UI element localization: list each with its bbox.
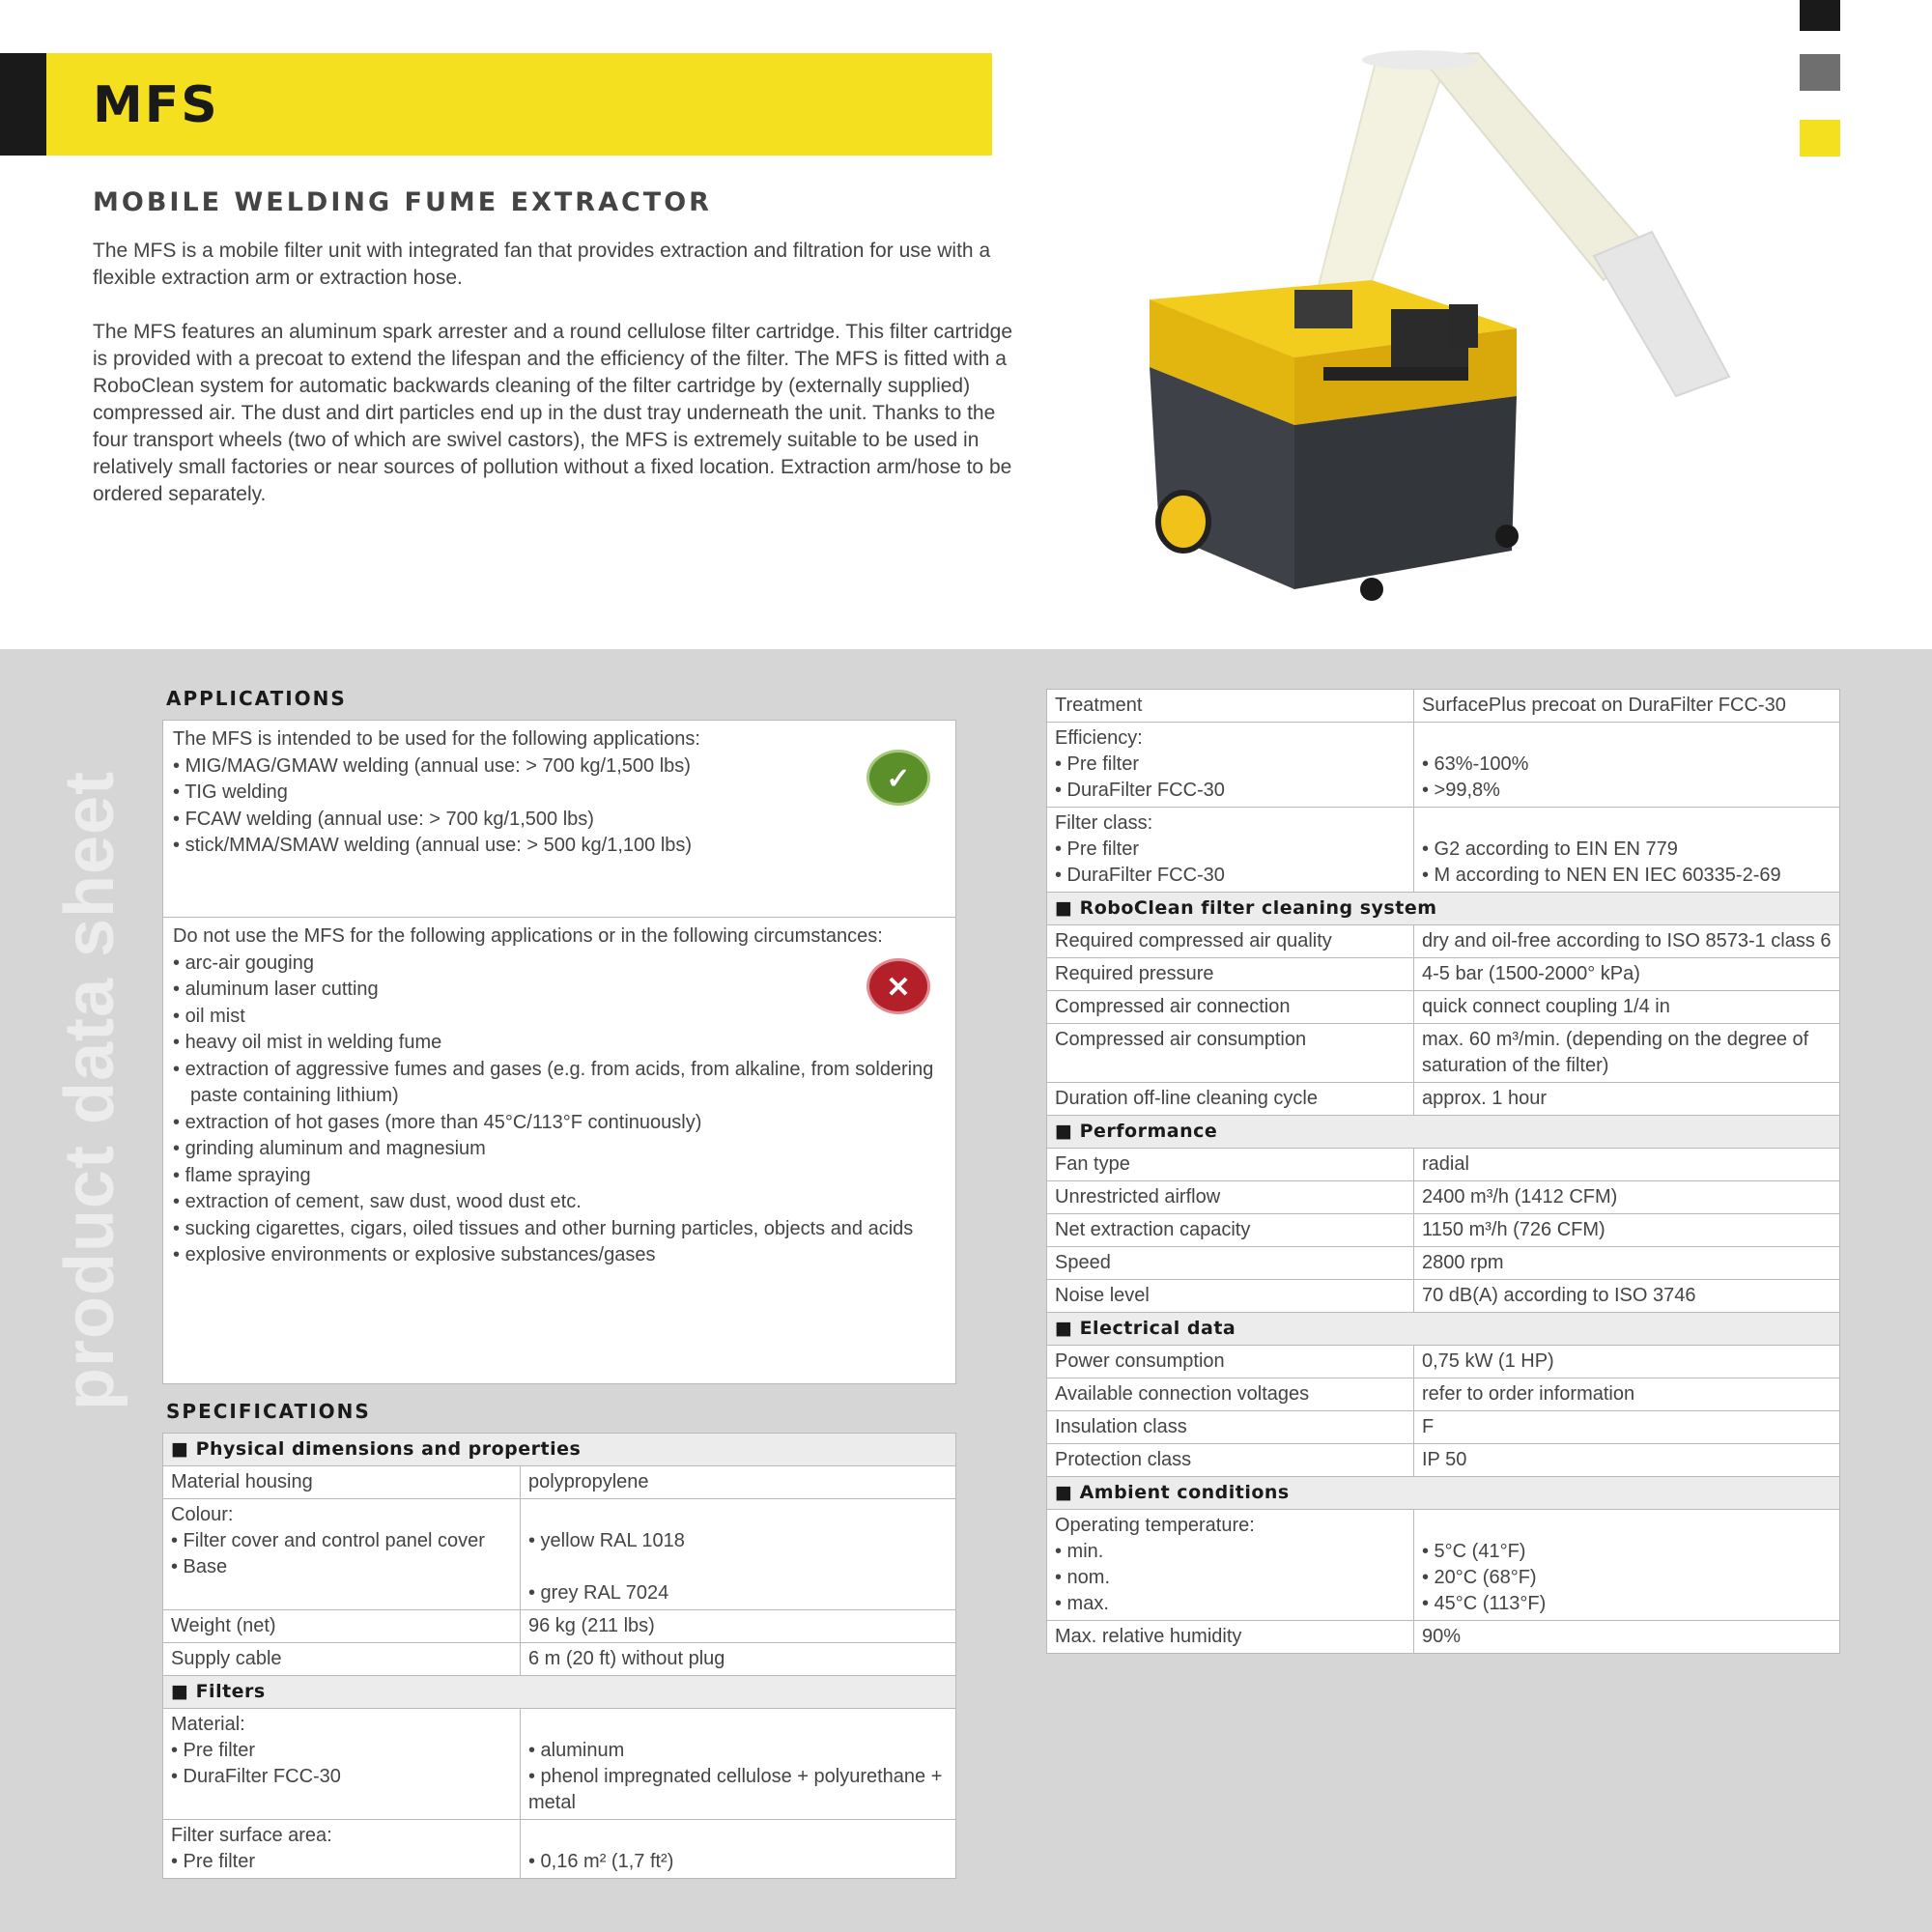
spec-label: Colour: • Filter cover and control panel cover • Base <box>163 1499 521 1610</box>
cross-icon: ✕ <box>867 958 930 1014</box>
spec-label: Fan type <box>1047 1149 1414 1181</box>
page-title: MFS <box>93 76 219 134</box>
header-section <box>0 0 1932 649</box>
spec-label: Unrestricted airflow <box>1047 1181 1414 1214</box>
table-row <box>1047 1247 1840 1280</box>
spec-value: 90% <box>1414 1621 1840 1654</box>
list-item: • extraction of aggressive fumes and gases (e.g. from acids, from alkaline, from soldering paste containing lithium) <box>173 1057 946 1110</box>
table-row <box>163 1610 956 1643</box>
table-row <box>1047 958 1840 991</box>
intro-paragraph: The MFS features an aluminum spark arrester and a round cellulose filter cartridge. This filter cartridge is provided with a precoat to extend the lifespan and the efficiency of the filter. The MFS is fitted with a RoboClean system for automatic backwards cleaning of the filter cartridge by (externally supplied) compressed air. The dust and dirt particles end up in the dust tray underneath the unit. Thanks to the four transport wheels (two of which are swivel castors), the MFS is extremely suitable to be used in relatively small factories or near sources of pollution without a fixed location. Extraction arm/hose to be ordered separately. <box>93 321 1013 505</box>
table-row <box>1047 1621 1840 1654</box>
table-row <box>1047 1181 1840 1214</box>
list-item: • FCAW welding (annual use: > 700 kg/1,500 lbs) <box>173 807 946 834</box>
spec-value: 96 kg (211 lbs) <box>521 1610 956 1643</box>
page-subtitle: MOBILE WELDING FUME EXTRACTOR <box>93 187 712 217</box>
spec-value: quick connect coupling 1/4 in <box>1414 991 1840 1024</box>
spec-label: Material: • Pre filter • DuraFilter FCC-30 <box>163 1709 521 1820</box>
table-row <box>1047 1378 1840 1411</box>
color-swatch-yellow <box>1800 120 1840 156</box>
spec-value: 4-5 bar (1500-2000° kPa) <box>1414 958 1840 991</box>
spec-label: Max. relative humidity <box>1047 1621 1414 1654</box>
list-item: • flame spraying <box>173 1163 946 1190</box>
unsuitable-applications <box>163 918 955 1273</box>
spec-group-heading: ■ Filters <box>163 1676 956 1709</box>
title-band <box>0 53 992 156</box>
table-row <box>1047 690 1840 723</box>
spec-value: 2800 rpm <box>1414 1247 1840 1280</box>
spec-label: Required pressure <box>1047 958 1414 991</box>
list-item: • explosive environments or explosive substances/gases <box>173 1242 946 1269</box>
spec-value: 70 dB(A) according to ISO 3746 <box>1414 1280 1840 1313</box>
list-item: • extraction of cement, saw dust, wood dust etc. <box>173 1189 946 1216</box>
table-row <box>1047 1444 1840 1477</box>
spec-group-heading: ■ Electrical data <box>1047 1313 1840 1346</box>
spec-value: SurfacePlus precoat on DuraFilter FCC-30 <box>1414 690 1840 723</box>
spec-label: Noise level <box>1047 1280 1414 1313</box>
list-item: • oil mist <box>173 1004 946 1031</box>
specifications-table-left <box>162 1433 956 1879</box>
product-image <box>1130 48 1787 609</box>
spec-label: Compressed air consumption <box>1047 1024 1414 1083</box>
suitable-list <box>173 753 946 860</box>
spec-label: Required compressed air quality <box>1047 925 1414 958</box>
table-row <box>1047 808 1840 893</box>
spec-value: • yellow RAL 1018 • grey RAL 7024 <box>521 1499 956 1610</box>
spec-value: max. 60 m³/min. (depending on the degree of saturation of the filter) <box>1414 1024 1840 1083</box>
title-black-tab <box>0 53 46 156</box>
list-item: • sucking cigarettes, cigars, oiled tissues and other burning particles, objects and acids <box>173 1216 946 1243</box>
intro-paragraph: The MFS is a mobile filter unit with integrated fan that provides extraction and filtration for use with a flexible extraction arm or extraction hose. <box>93 240 991 289</box>
spec-value: • 63%-100% • >99,8% <box>1414 723 1840 808</box>
applications-box <box>162 720 956 1384</box>
spec-label: Insulation class <box>1047 1411 1414 1444</box>
table-row <box>1047 1313 1840 1346</box>
table-row <box>1047 1116 1840 1149</box>
table-row <box>1047 1510 1840 1621</box>
applications-heading: APPLICATIONS <box>166 687 347 710</box>
table-row <box>1047 1477 1840 1510</box>
spec-label: Supply cable <box>163 1643 521 1676</box>
list-item: • arc-air gouging <box>173 951 946 978</box>
product-data-sheet-label: product data sheet <box>51 770 128 1410</box>
spec-value: F <box>1414 1411 1840 1444</box>
unsuitable-list <box>173 951 946 1269</box>
color-swatch-black <box>1800 0 1840 31</box>
spec-value: approx. 1 hour <box>1414 1083 1840 1116</box>
spec-label: Speed <box>1047 1247 1414 1280</box>
spec-label: Material housing <box>163 1466 521 1499</box>
table-row <box>163 1709 956 1820</box>
table-row <box>1047 893 1840 925</box>
spec-group-heading: ■ RoboClean filter cleaning system <box>1047 893 1840 925</box>
spec-label: Weight (net) <box>163 1610 521 1643</box>
fume-extractor-unit-icon <box>1150 280 1519 601</box>
spec-group-heading: ■ Physical dimensions and properties <box>163 1434 956 1466</box>
list-item: • heavy oil mist in welding fume <box>173 1030 946 1057</box>
table-row <box>163 1820 956 1879</box>
table-row <box>163 1643 956 1676</box>
spec-value: dry and oil-free according to ISO 8573-1 class 6 <box>1414 925 1840 958</box>
list-item: • stick/MMA/SMAW welding (annual use: > 500 kg/1,100 lbs) <box>173 833 946 860</box>
spec-value: • 5°C (41°F) • 20°C (68°F) • 45°C (113°F) <box>1414 1510 1840 1621</box>
table-row <box>1047 1214 1840 1247</box>
table-row <box>1047 1024 1840 1083</box>
table-row <box>1047 991 1840 1024</box>
suitable-applications <box>163 721 955 918</box>
spec-label: Compressed air connection <box>1047 991 1414 1024</box>
spec-value: radial <box>1414 1149 1840 1181</box>
spec-value: 6 m (20 ft) without plug <box>521 1643 956 1676</box>
spec-value: • aluminum • phenol impregnated cellulose + polyurethane + metal <box>521 1709 956 1820</box>
spec-value: IP 50 <box>1414 1444 1840 1477</box>
list-item: • extraction of hot gases (more than 45°C/113°F continuously) <box>173 1110 946 1137</box>
spec-group-heading: ■ Ambient conditions <box>1047 1477 1840 1510</box>
spec-value: 1150 m³/h (726 CFM) <box>1414 1214 1840 1247</box>
spec-label: Operating temperature: • min. • nom. • max. <box>1047 1510 1414 1621</box>
intro-text <box>93 238 1030 535</box>
spec-label: Filter class: • Pre filter • DuraFilter FCC-30 <box>1047 808 1414 893</box>
table-row <box>1047 1411 1840 1444</box>
spec-label: Treatment <box>1047 690 1414 723</box>
list-item: • TIG welding <box>173 780 946 807</box>
spec-label: Net extraction capacity <box>1047 1214 1414 1247</box>
table-row <box>1047 1149 1840 1181</box>
spec-value: refer to order information <box>1414 1378 1840 1411</box>
spec-label: Protection class <box>1047 1444 1414 1477</box>
spec-value: polypropylene <box>521 1466 956 1499</box>
spec-label: Duration off-line cleaning cycle <box>1047 1083 1414 1116</box>
table-row <box>1047 1083 1840 1116</box>
spec-label: Available connection voltages <box>1047 1378 1414 1411</box>
suitable-intro: The MFS is intended to be used for the following applications: <box>173 728 700 750</box>
spec-value: 2400 m³/h (1412 CFM) <box>1414 1181 1840 1214</box>
table-row <box>1047 723 1840 808</box>
spec-label: Filter surface area: • Pre filter <box>163 1820 521 1879</box>
spec-value: • G2 according to EIN EN 779 • M according to NEN EN IEC 60335-2-69 <box>1414 808 1840 893</box>
unsuitable-intro: Do not use the MFS for the following applications or in the following circumstances: <box>173 925 883 947</box>
spec-value: 0,75 kW (1 HP) <box>1414 1346 1840 1378</box>
specifications-heading: SPECIFICATIONS <box>166 1400 371 1423</box>
table-row <box>1047 1346 1840 1378</box>
spec-label: Power consumption <box>1047 1346 1414 1378</box>
spec-value: • 0,16 m² (1,7 ft²) <box>521 1820 956 1879</box>
list-item: • grinding aluminum and magnesium <box>173 1136 946 1163</box>
spec-group-heading: ■ Performance <box>1047 1116 1840 1149</box>
table-row <box>163 1499 956 1610</box>
table-row <box>163 1676 956 1709</box>
specifications-table-right <box>1046 689 1840 1654</box>
color-swatch-grey <box>1800 54 1840 91</box>
spec-label: Efficiency: • Pre filter • DuraFilter FCC-30 <box>1047 723 1414 808</box>
check-icon: ✓ <box>867 750 930 806</box>
table-row <box>163 1434 956 1466</box>
list-item: • MIG/MAG/GMAW welding (annual use: > 700 kg/1,500 lbs) <box>173 753 946 781</box>
table-row <box>1047 1280 1840 1313</box>
table-row <box>1047 925 1840 958</box>
list-item: • aluminum laser cutting <box>173 977 946 1004</box>
table-row <box>163 1466 956 1499</box>
